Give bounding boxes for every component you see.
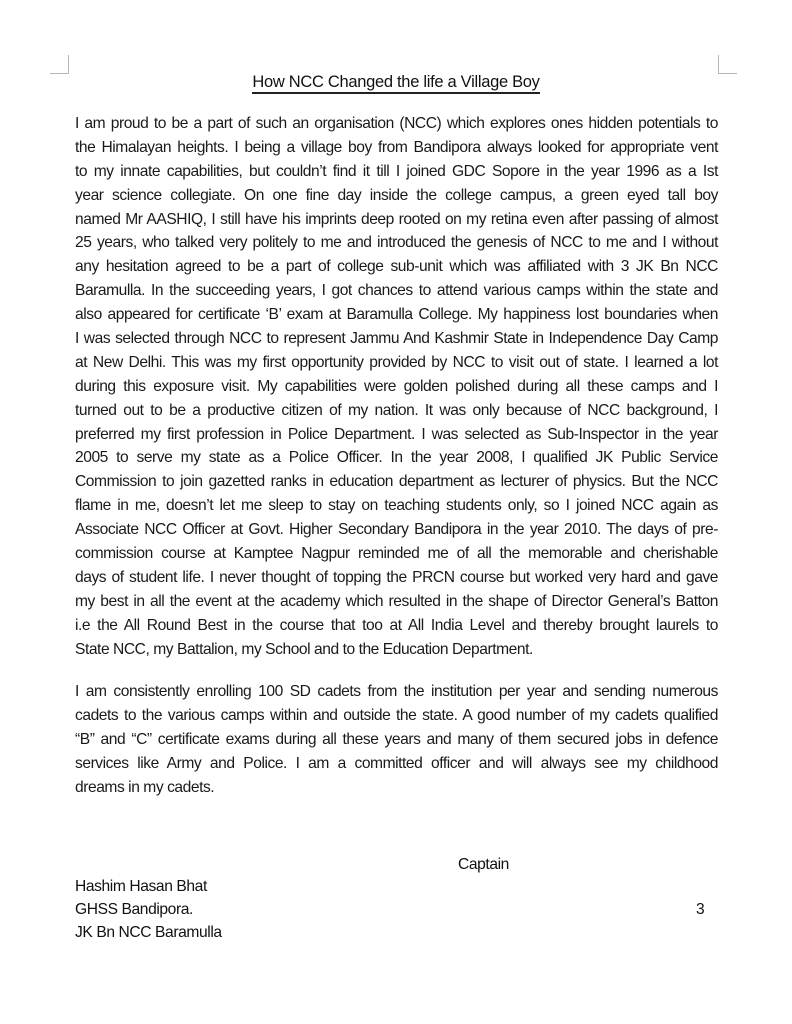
text-line: the Himalayan heights. I being a village boy from Bandipora always looked for appropriate vent <box>75 138 718 156</box>
text-line: I am proud to be a part of such an organisation (NCC) which explores ones hidden potentials to <box>75 115 718 132</box>
text-line: State NCC, my Battalion, my School and to the Education Department. <box>75 640 533 658</box>
paragraph-2 <box>75 680 718 799</box>
text-line: any hesitation agreed to be a part of college sub-unit which was affiliated with 3 JK Bn NCC <box>75 258 718 276</box>
crop-mark-top-left <box>50 55 69 74</box>
paragraph-1 <box>75 112 718 661</box>
text-line: “B” and “C” certificate exams during all these years and many of them secured jobs in defence <box>75 730 718 748</box>
text-line: Baramulla. In the succeeding years, I got chances to attend various camps within the state and <box>75 282 718 300</box>
document-title <box>0 73 792 92</box>
signature-unit: JK Bn NCC Baramulla <box>75 924 222 941</box>
text-line: my best in all the event at the academy which resulted in the shape of Director General’s Batton <box>75 592 718 610</box>
text-line: preferred my first profession in Police Department. I was selected as Sub-Inspector in the year <box>75 425 718 443</box>
text-line: commission course at Kamptee Nagpur reminded me of all the memorable and cherishable <box>75 545 718 563</box>
crop-mark-top-right <box>718 55 737 74</box>
text-line: services like Army and Police. I am a committed officer and will always see my childhood <box>75 754 718 772</box>
text-line: dreams in my cadets. <box>75 778 215 796</box>
text-line: cadets to the various camps within and outside the state. A good number of my cadets qualified <box>75 706 718 724</box>
signature-school: GHSS Bandipora. <box>75 901 193 918</box>
text-line: to my innate capabilities, but couldn’t find it till I joined GDC Sopore in the year 1996 as a Ist <box>75 162 718 180</box>
text-line: 2005 to serve my state as a Police Officer. In the year 2008, I qualified JK Public Service <box>75 449 718 467</box>
text-line: during this exposure visit. My capabilities were golden polished during all these camps and I <box>75 377 718 395</box>
text-line: i.e the All Round Best in the course that too at All India Level and thereby brought laurels to <box>75 616 718 634</box>
text-line: flame in me, doesn’t let me sleep to stay on teaching students only, so I joined NCC again as <box>75 497 718 515</box>
text-line: year science collegiate. On one fine day inside the college campus, a green eyed tall boy <box>75 186 718 204</box>
document-title-text: How NCC Changed the life a Village Boy <box>252 73 539 94</box>
text-line: I was selected through NCC to represent Jammu And Kashmir State in Independence Day Camp <box>75 330 718 348</box>
text-line: turned out to be a productive citizen of my nation. It was only because of NCC background, I <box>75 401 718 419</box>
signature-rank: Captain <box>458 856 509 873</box>
text-line: named Mr AASHIQ, I still have his imprints deep rooted on my retina even after passing of almost <box>75 210 718 228</box>
signature-name: Hashim Hasan Bhat <box>75 878 207 895</box>
page-number: 3 <box>696 901 705 918</box>
text-line: days of student life. I never thought of topping the PRCN course but worked very hard and gave <box>75 568 718 586</box>
text-line: also appeared for certificate ‘B’ exam at Baramulla College. My happiness lost boundaries when <box>75 306 718 324</box>
text-line: Associate NCC Officer at Govt. Higher Secondary Bandipora in the year 2010. The days of pre- <box>75 521 718 539</box>
text-line: I am consistently enrolling 100 SD cadets from the institution per year and sending numerous <box>75 683 718 700</box>
text-line: Commission to join gazetted ranks in education department as lecturer of physics. But the NCC <box>75 473 718 491</box>
text-line: at New Delhi. This was my first opportunity provided by NCC to visit out of state. I learned a lot <box>75 353 718 371</box>
text-line: 25 years, who talked very politely to me and introduced the genesis of NCC to me and I without <box>75 234 718 252</box>
